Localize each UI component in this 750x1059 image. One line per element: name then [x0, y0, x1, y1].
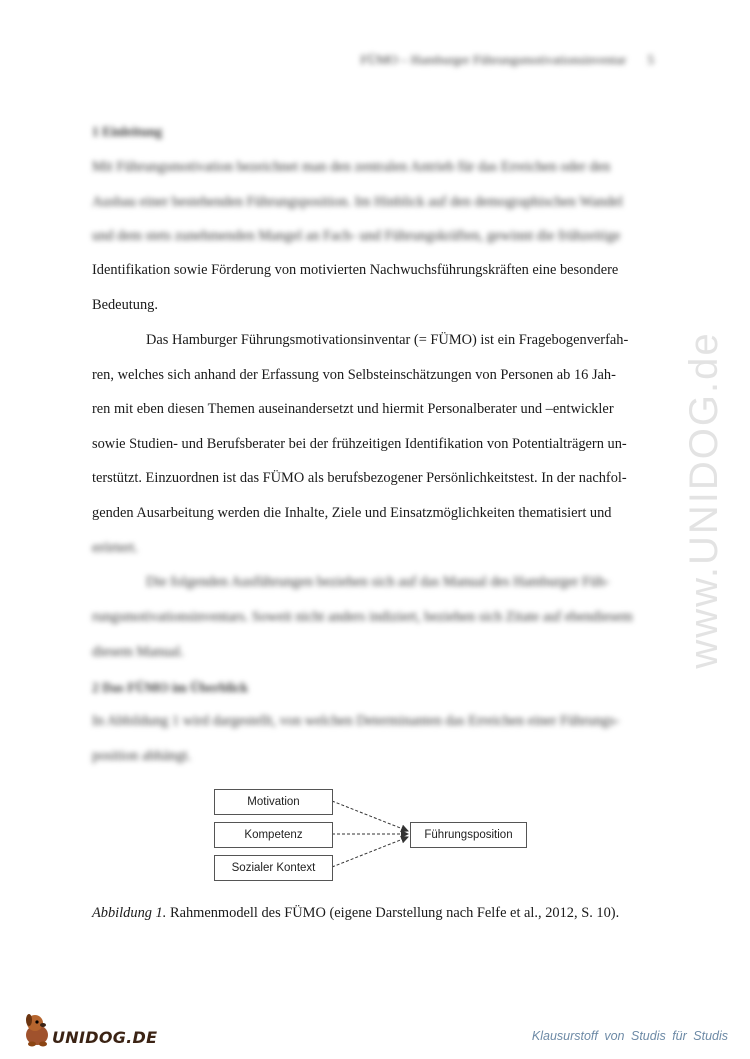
dog-icon — [22, 1011, 56, 1049]
caption-label: Abbildung 1. — [92, 905, 167, 921]
running-header — [360, 52, 654, 68]
paragraph-1-line: Mit Führungsmotivation bezeichnet man den zentralen Antrieb für das Erreichen oder den — [92, 159, 611, 175]
section-2-heading: 2 Das FÜMO im Überblick — [92, 680, 248, 695]
paragraph-1-line: Ausbau einer bestehenden Führungsposition. Im Hinblick auf den demographischen Wandel — [92, 194, 623, 210]
paragraph-3-line: diesem Manual. — [92, 644, 184, 660]
logo-text: UNIDOG.DE — [52, 1028, 158, 1047]
paragraph-3-line: Die folgenden Ausführungen beziehen sich auf das Manual des Hamburger Füh- — [146, 574, 610, 590]
paragraph-2-line: terstützt. Einzuordnen ist das FÜMO als berufsbezogener Persönlichkeitstest. In der nachfol- — [92, 470, 627, 486]
caption-text: Rahmenmodell des FÜMO (eigene Darstellung nach Felfe et al., 2012, S. 10). — [169, 905, 620, 921]
paragraph-1-line: Bedeutung. — [92, 297, 158, 313]
paragraph-2-line: Das Hamburger Führungsmotivationsinventar (= FÜMO) ist ein Fragebogenverfah- — [146, 332, 629, 348]
paragraph-1-line: und dem stets zunehmenden Mangel an Fach- und Führungskräften, gewinnt die frühzeitige — [92, 228, 621, 244]
rahmenmodell-diagram — [214, 787, 534, 882]
paragraph-2-line: genden Ausarbeitung werden die Inhalte, Ziele und Einsatzmöglichkeiten thematisiert und — [92, 505, 612, 521]
running-title: FÜMO – Hamburger Führungsmotivationsinventar — [360, 52, 627, 67]
page-number: 5 — [647, 52, 654, 67]
paragraph-2-line: ren mit eben diesen Themen auseinandersetzt und hiermit Personalberater und –entwickler — [92, 401, 614, 417]
paragraph-2-line: erörtert. — [92, 540, 138, 556]
box-kompetenz: Kompetenz — [214, 822, 333, 848]
arrow-motivation — [332, 801, 408, 831]
paragraph-2-line: sowie Studien- und Berufsberater bei der frühzeitigen Identifikation von Potentialträgern un- — [92, 436, 627, 452]
box-sozialer-kontext: Sozialer Kontext — [214, 855, 333, 881]
box-fuehrungsposition: Führungsposition — [410, 822, 527, 848]
arrow-sozialer-kontext — [332, 837, 408, 867]
section-2-paragraph-line: In Abbildung 1 wird dargestellt, von welchen Determinanten das Erreichen einer Führungs- — [92, 713, 620, 729]
figure-caption — [92, 905, 619, 922]
section-2-paragraph-line: position abhängt. — [92, 748, 192, 764]
watermark-text: www.UNIDOG.de — [682, 331, 726, 669]
box-motivation: Motivation — [214, 789, 333, 815]
section-1-heading: 1 Einleitung — [92, 124, 163, 139]
footer-tagline: Klausurstoff von Studis für Studis — [531, 1029, 728, 1043]
paragraph-2-line: ren, welches sich anhand der Erfassung von Selbsteinschätzungen von Personen ab 16 Jah- — [92, 367, 616, 383]
paragraph-3-line: rungsmotivationsinventars. Soweit nicht anders indiziert, beziehen sich Zitate auf ebendiesem — [92, 609, 633, 625]
paragraph-1-line: Identifikation sowie Förderung von motivierten Nachwuchsführungskräften eine besondere — [92, 262, 619, 278]
